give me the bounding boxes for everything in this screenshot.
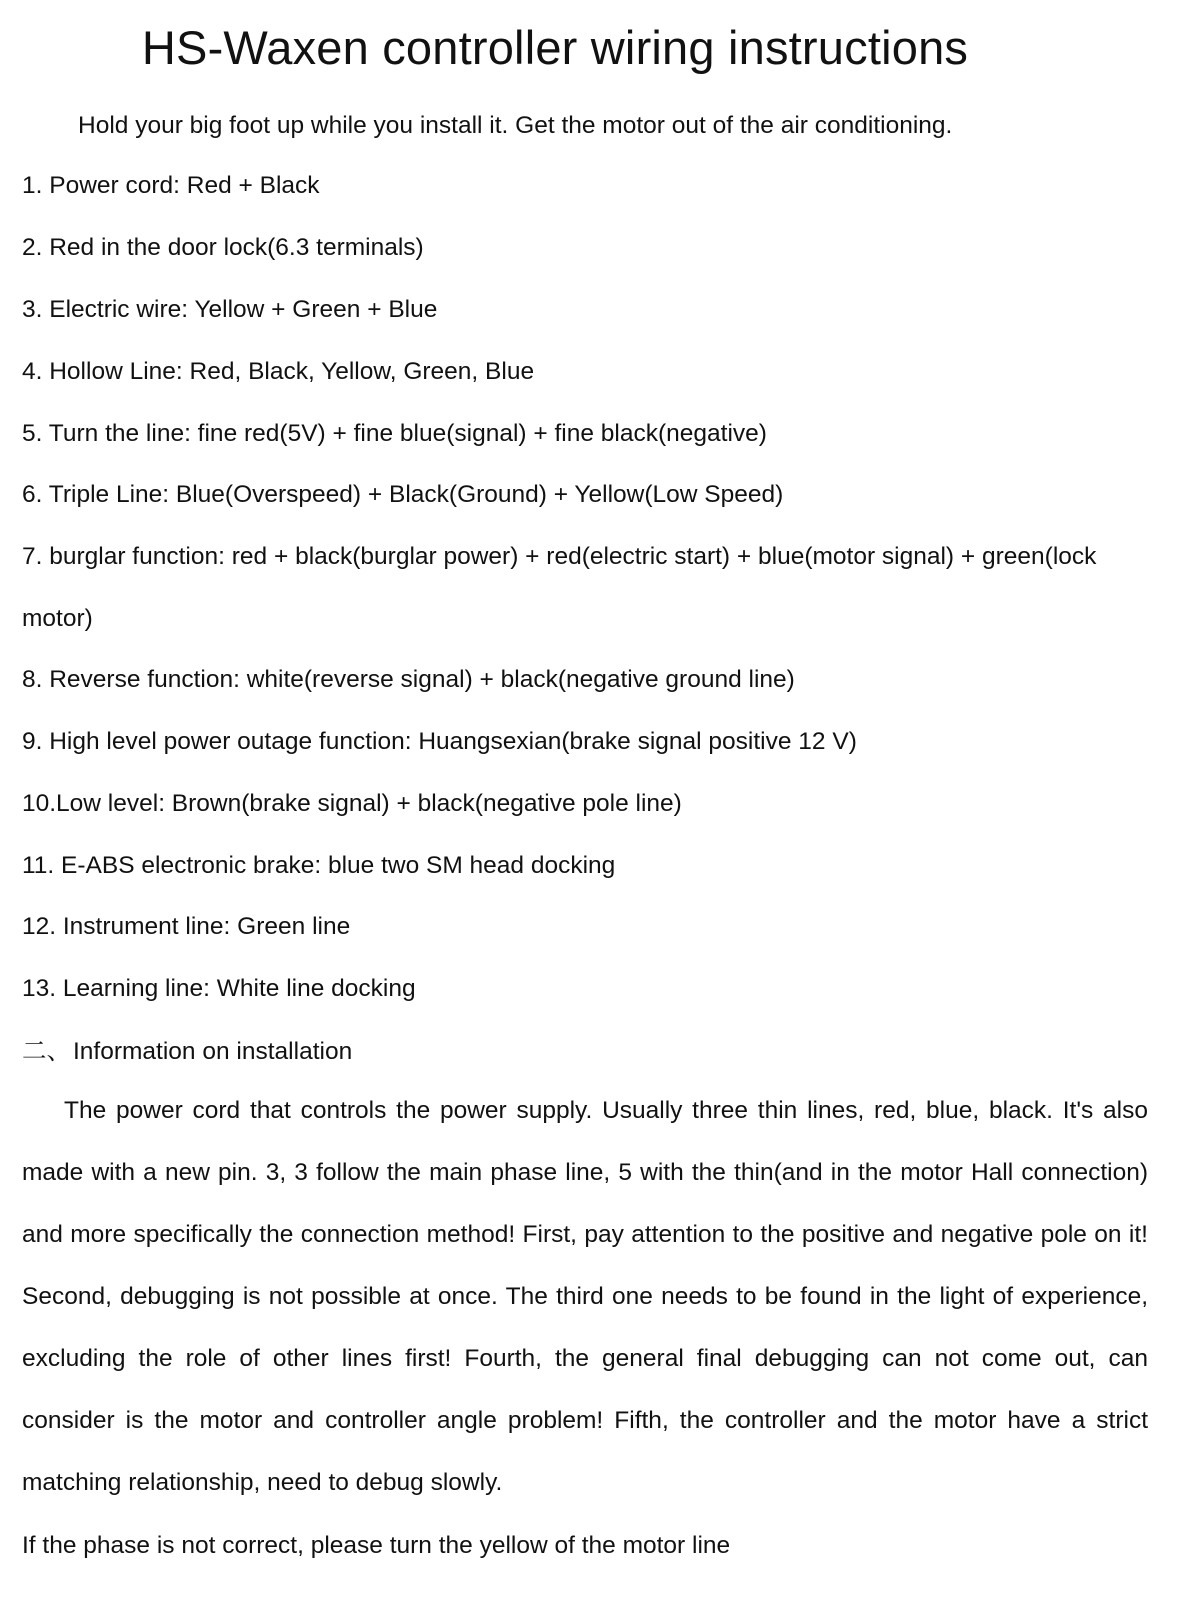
closing-line: If the phase is not correct, please turn the yellow of the motor line <box>22 1532 731 1559</box>
section-heading <box>22 1036 352 1068</box>
list-item-continuation: motor) <box>22 605 93 632</box>
list-item: 10.Low level: Brown(brake signal) + black(negative pole line) <box>22 790 682 817</box>
list-item: 13. Learning line: White line docking <box>22 975 416 1002</box>
list-item: 6. Triple Line: Blue(Overspeed) + Black(Ground) + Yellow(Low Speed) <box>22 481 784 508</box>
list-item: 5. Turn the line: fine red(5V) + fine blue(signal) + fine black(negative) <box>22 420 767 447</box>
list-item: 1. Power cord: Red + Black <box>22 172 320 199</box>
list-item: 8. Reverse function: white(reverse signal) + black(negative ground line) <box>22 666 795 693</box>
list-item: 9. High level power outage function: Huangsexian(brake signal positive 12 V) <box>22 728 857 755</box>
list-item: 12. Instrument line: Green line <box>22 913 351 940</box>
document-title: HS-Waxen controller wiring instructions <box>141 21 969 74</box>
section-title: Information on installation <box>73 1038 353 1065</box>
list-item: 4. Hollow Line: Red, Black, Yellow, Green, Blue <box>22 358 535 385</box>
list-item: 2. Red in the door lock(6.3 terminals) <box>22 234 424 261</box>
list-item: 7. burglar function: red + black(burglar power) + red(electric start) + blue(motor signal) + green(lock <box>22 543 1097 570</box>
list-item: 11. E-ABS electronic brake: blue two SM head docking <box>22 852 616 879</box>
list-item: 3. Electric wire: Yellow + Green + Blue <box>22 296 438 323</box>
intro-text: Hold your big foot up while you install it. Get the motor out of the air conditioning. <box>78 112 953 139</box>
installation-paragraph: The power cord that controls the power supply. Usually three thin lines, red, blue, black. It's also made with a new pin. 3, 3 follow the main phase line, 5 with the thin(and in the motor Hall connection) and more specifically the connection method! First, pay attention to the positive and negative pole on it! Second, debugging is not possible at once. The third one needs to be found in the light of experience, excluding the role of other lines first! Fourth, the general final debugging can not come out, can consider is the motor and controller angle problem! Fifth, the controller and the motor have a strict matching relationship, need to debug slowly. <box>22 1097 1148 1496</box>
section-number: 二、 <box>22 1038 71 1065</box>
